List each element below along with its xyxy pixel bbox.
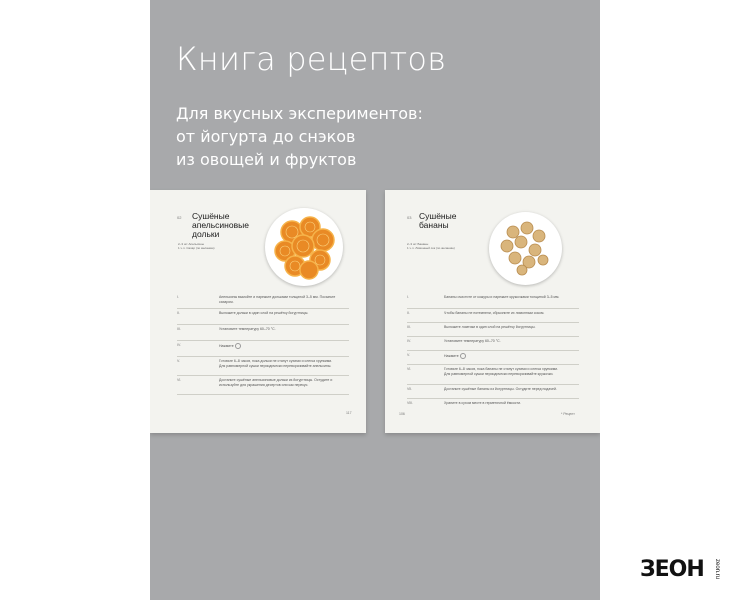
hero-panel (150, 0, 600, 600)
ingredient-row: 2–3 шт Бананы (407, 242, 429, 246)
page-section-number: 02 (177, 215, 182, 220)
recipe-step (407, 352, 579, 365)
step-number: VIII. (407, 401, 414, 405)
step-number: I. (407, 295, 409, 299)
page-title (419, 212, 456, 230)
orange-plate-image (265, 208, 343, 286)
timer-icon (460, 353, 466, 359)
orange-slices-illustration (265, 208, 343, 286)
step-text: Апельсины вымойте и нарежьте дольками толщиной 3–5 мм. Посыпьте сахаром. (219, 295, 336, 304)
recipe-step (177, 342, 349, 357)
step-text: Установите температуру 60–70 °C. (219, 327, 276, 331)
recipe-step (407, 294, 579, 309)
ingredient-row: 1 ч.л. Сахар (по желанию) (178, 246, 215, 250)
timer-icon (235, 343, 241, 349)
banana-chips-illustration (489, 212, 562, 285)
step-text: Нажмите (444, 353, 564, 359)
recipe-step (407, 400, 579, 413)
page-title (192, 212, 249, 239)
step-number: VI. (407, 367, 412, 371)
step-text: Готовьте 6–8 часов, пока дольки не станут сухими и слегка хрупкими. Для равномерной сушки периодически переворачивайте апельсины. (219, 359, 333, 368)
recipe-step (407, 386, 579, 399)
page-title-line: бананы (419, 220, 449, 230)
ingredient-list (407, 242, 455, 250)
hero-subtitle-line: Для вкусных экспериментов: (176, 104, 423, 123)
step-text: Установите температуру 60–70 °C. (444, 339, 501, 343)
step-text: Выложите ломтики в один слой на решётку йогуртницы. (444, 325, 536, 329)
step-text: Готовьте 6–8 часов, пока бананы не станут сухими и слегка хрупкими. Для равномерной сушки периодически переворачивайте кружочки. (444, 367, 559, 376)
page-number: 117 (346, 411, 352, 415)
step-number: II. (177, 311, 180, 315)
step-number: III. (407, 325, 411, 329)
step-number: IV. (407, 339, 411, 343)
recipe-step (177, 326, 349, 341)
recipe-step (177, 358, 349, 376)
book-page-bananas (385, 190, 600, 433)
recipe-step (407, 366, 579, 385)
recipe-step (407, 338, 579, 351)
page-title-line: Сушёные (192, 211, 230, 221)
hero-title: Книга рецептов (176, 40, 447, 78)
step-number: VI. (177, 378, 182, 382)
hero-subtitle (176, 102, 423, 171)
step-text: Бананы очистите от кожуры и нарежьте кружочками толщиной 3–5 мм. (444, 295, 560, 299)
page-note: * Рецепт (561, 412, 575, 416)
step-number: VII. (407, 387, 413, 391)
page-title-line: дольки (192, 229, 220, 239)
recipe-step (177, 310, 349, 325)
ingredient-row: 1 ч.л. Лимонный сок (по желанию) (407, 246, 455, 250)
step-text: Храните в сухом месте в герметичной ёмкости. (444, 401, 522, 405)
hero-subtitle-line: из овощей и фруктов (176, 150, 357, 169)
page-title-line: апельсиновые (192, 220, 249, 230)
page-section-number: 03 (407, 215, 412, 220)
recipe-step (407, 324, 579, 337)
step-number: III. (177, 327, 181, 331)
step-number: V. (407, 353, 410, 357)
book-page-oranges (150, 190, 366, 433)
step-number: I. (177, 295, 179, 299)
page-title-line: Сушёные (419, 211, 457, 221)
hero-subtitle-line: от йогурта до снэков (176, 127, 356, 146)
logo-wordmark: ЗЕОН (640, 557, 704, 582)
step-text: Достаньте сушёные бананы из йогуртницы. Остудите перед подачей. (444, 387, 557, 391)
step-number: IV. (177, 343, 181, 347)
ingredient-list (178, 242, 215, 250)
step-text: Нажмите (219, 343, 339, 349)
ingredient-row: 2–3 шт Апельсины (178, 242, 204, 246)
banana-plate-image (489, 212, 562, 285)
recipe-step (177, 294, 349, 309)
page-number: 106 (399, 412, 405, 416)
step-text: Выложите дольки в один слой на решётку йогуртницы. (219, 311, 309, 315)
step-number: V. (177, 359, 180, 363)
recipe-step (177, 377, 349, 395)
step-number: II. (407, 311, 410, 315)
step-text: Чтобы бананы не потемнели, сбрызните их лимонным соком. (444, 311, 545, 315)
zeon-logo (640, 557, 730, 585)
recipe-step (407, 310, 579, 323)
logo-domain: zeon.ru (714, 559, 720, 580)
step-text: Достаньте сушёные апельсиновые дольки из йогуртницы. Остудите и используйте для украшения десертов или как перекус. (219, 378, 333, 387)
